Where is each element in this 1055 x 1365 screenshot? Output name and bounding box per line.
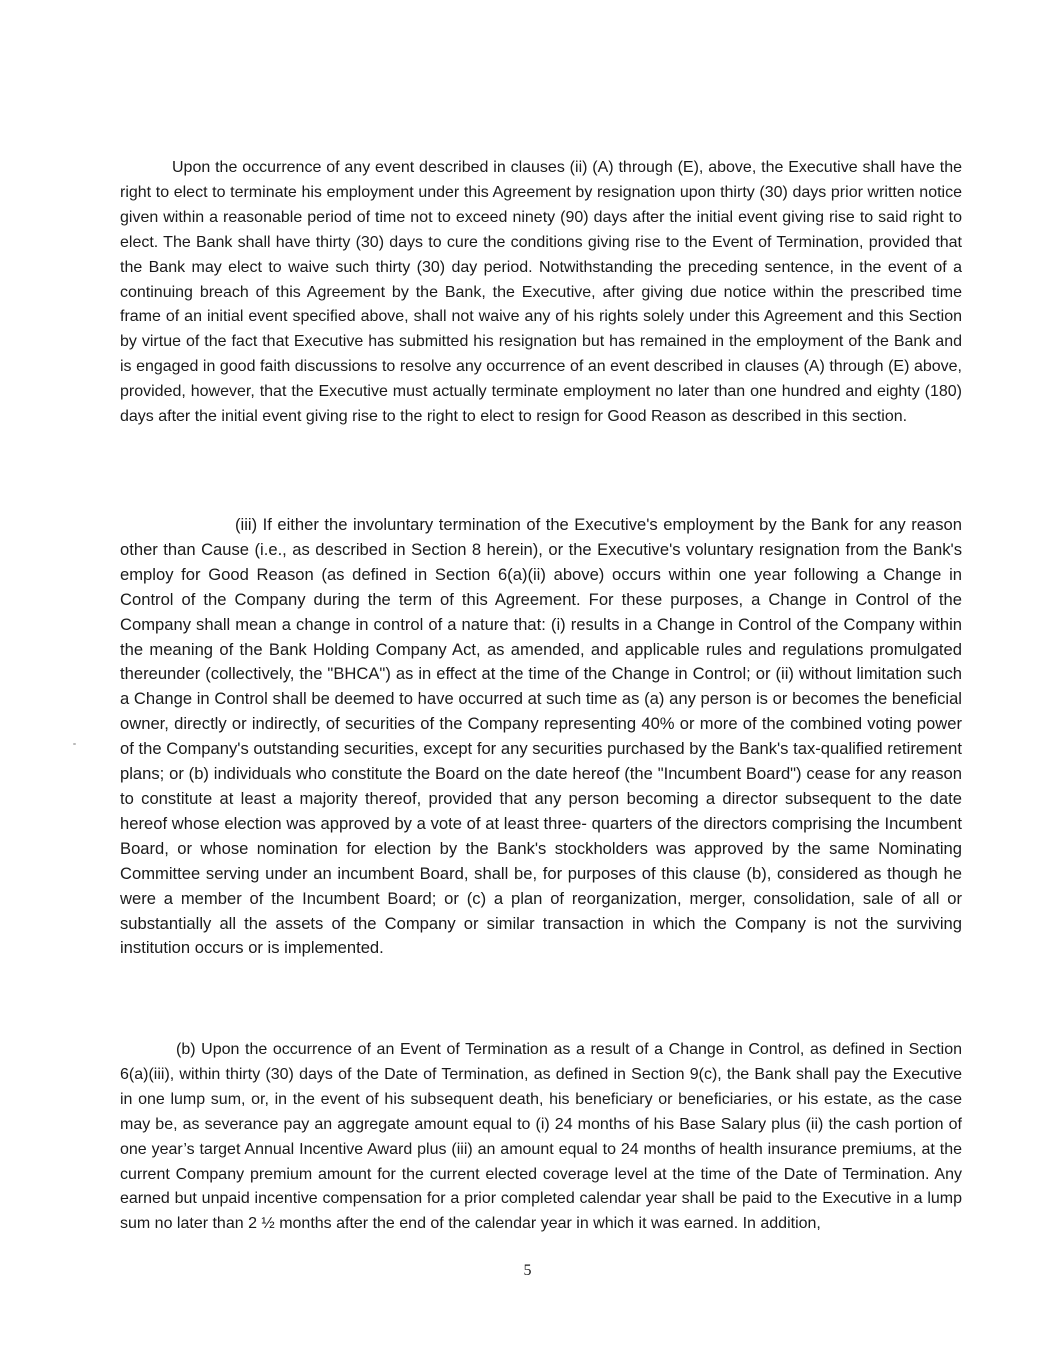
- page-number: 5: [523, 1262, 532, 1279]
- paragraph-severance-payment: (b) Upon the occurrence of an Event of Termination as a result of a Change in Control, as defined in Section 6(a)(iii), within thirty (30) days of the Date of Termination, as defined in Section 9(c), the Bank shall pay the Executive in one lump sum, or, in the event of his subsequent death, his beneficiary or beneficiaries, or his estate, as the case may be, as severance pay an aggregate amount equal to (i) 24 months of his Base Salary plus (ii) the cash portion of one year’s target Annual Incentive Award plus (iii) an amount equal to 24 months of health insurance premiums, at the current Company premium amount for the current elected coverage level at the time of the Date of Termination. Any earned but unpaid incentive compensation for a prior completed calendar year shall be paid to the Executive in a lump sum no later than 2 ½ months after the end of the calendar year in which it was earned. In addition,: [120, 1041, 962, 1233]
- paragraph-resignation-upon-event: Upon the occurrence of any event described in clauses (ii) (A) through (E), above, the Executive shall have the right to elect to terminate his employment under this Agreement by resignation upon thirty (30) days prior written notice given within a reasonable period of time not to exceed ninety (90) days after the initial event giving rise to said right to elect. The Bank shall have thirty (30) days to cure the conditions giving rise to the Event of Termination, provided that the Bank may elect to waive such thirty (30) day period. Notwithstanding the preceding sentence, in the event of a continuing breach of this Agreement by the Bank, the Executive, after giving due notice within the prescribed time frame of an initial event specified above, shall not waive any of his rights solely under this Agreement and this Section by virtue of the fact that Executive has submitted his resignation but has remained in the employment of the Bank and is engaged in good faith discussions to resolve any occurrence of an event described in clauses (A) through (E) above, provided, however, that the Executive must actually terminate employment no later than one hundred and eighty (180) days after the initial event giving rise to the right to elect to resign for Good Reason as described in this section.: [120, 159, 962, 426]
- scan-speck: [73, 743, 76, 745]
- paragraph-change-in-control-definition: (iii) If either the involuntary termination of the Executive's employment by the Bank for any reason other than Cause (i.e., as described in Section 8 herein), or the Executive's voluntary resignation from the Bank's employ for Good Reason (as defined in Section 6(a)(ii) above) occurs within one year following a Change in Control of the Company during the term of this Agreement. For these purposes, a Change in Control of the Company shall mean a change in control of a nature that: (i) results in a Change in Control of the Company within the meaning of the Bank Holding Company Act, as amended, and applicable rules and regulations promulgated thereunder (collectively, the "BHCA") as in effect at the time of the Change in Control; or (ii) without limitation such a Change in Control shall be deemed to have occurred at such time as (a) any person is or becomes the beneficial owner, directly or indirectly, of securities of the Company representing 40% or more of the combined voting power of the Company's outstanding securities, except for any securities purchased by the Bank's tax-qualified retirement plans; or (b) individuals who constitute the Board on the date hereof (the "Incumbent Board") cease for any reason to constitute at least a majority thereof, provided that any person becoming a director subsequent to the date hereof whose election was approved by a vote of at least three- quarters of the directors comprising the Incumbent Board, or whose nomination for election by the Bank's stockholders was approved by the same Nominating Committee serving under an incumbent Board, shall be, for purposes of this clause (b), considered as though he were a member of the Incumbent Board; or (c) a plan of reorganization, merger, consolidation, sale of all or substantially all the assets of the Company or similar transaction in which the Company is not the surviving institution occurs or is implemented.: [120, 515, 962, 958]
